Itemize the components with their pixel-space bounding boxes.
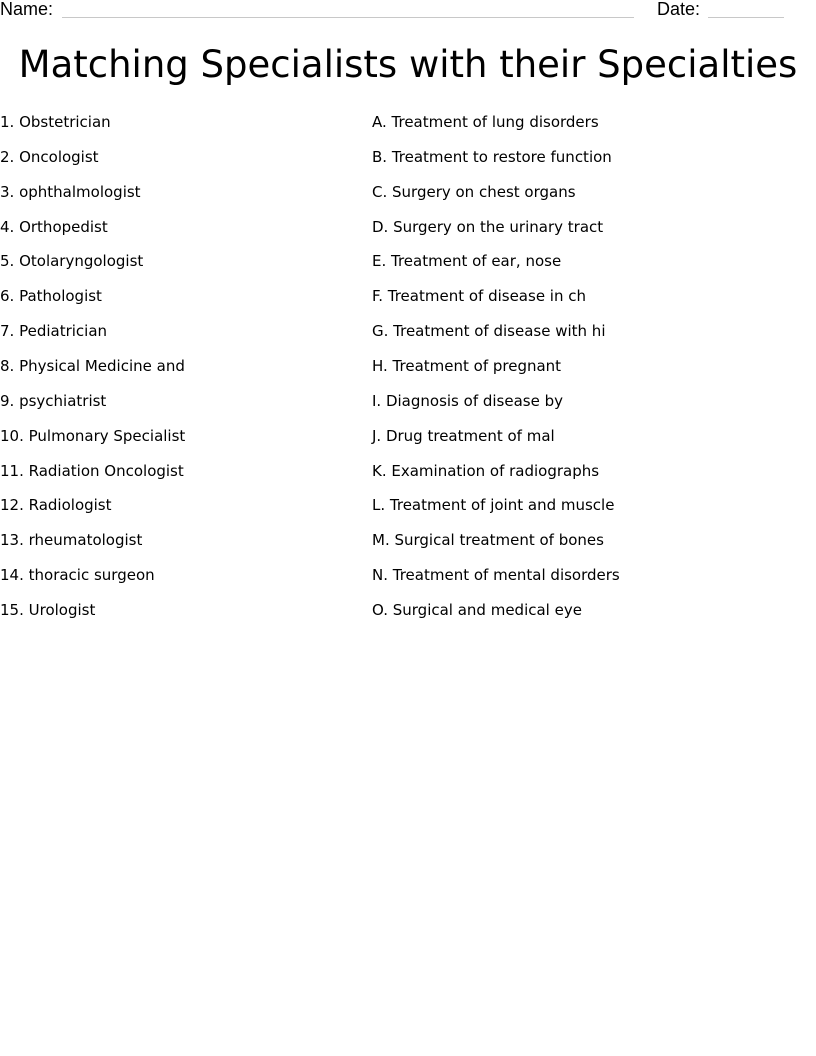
specialist-list xyxy=(0,110,360,633)
specialist-item: 10. Pulmonary Specialist xyxy=(0,426,186,445)
specialist-item: 7. Pediatrician xyxy=(0,322,108,341)
specialty-item: F. Treatment of disease in ch xyxy=(372,287,587,306)
specialty-item: M. Surgical treatment of bones xyxy=(372,531,604,550)
specialist-item: 2. Oncologist xyxy=(0,147,99,166)
specialty-item: A. Treatment of lung disorders xyxy=(372,113,599,131)
date-blank-line xyxy=(708,17,784,18)
name-label: Name: xyxy=(0,0,54,19)
specialty-item: H. Treatment of pregnant xyxy=(372,357,562,376)
specialty-item: L. Treatment of joint and muscle xyxy=(372,496,615,515)
specialty-item: D. Surgery on the urinary tract xyxy=(372,217,604,236)
specialist-item: 3. ophthalmologist xyxy=(0,182,141,201)
name-blank-line xyxy=(62,17,634,18)
date-label: Date: xyxy=(657,0,701,19)
specialist-item: 4. Orthopedist xyxy=(0,217,108,236)
specialist-item: 9. psychiatrist xyxy=(0,391,107,410)
specialty-item: E. Treatment of ear, nose xyxy=(372,252,562,271)
specialist-item: 13. rheumatologist xyxy=(0,531,143,550)
worksheet-header xyxy=(0,0,816,22)
specialty-item: I. Diagnosis of disease by xyxy=(372,391,564,410)
specialist-item: 15. Urologist xyxy=(0,601,96,620)
specialty-item: G. Treatment of disease with hi xyxy=(372,322,606,341)
specialist-item: 11. Radiation Oncologist xyxy=(0,461,184,480)
page-title: Matching Specialists with their Specialties xyxy=(18,43,798,86)
specialty-item: J. Drug treatment of mal xyxy=(372,426,555,445)
specialty-item: O. Surgical and medical eye xyxy=(372,601,582,620)
specialist-item: 8. Physical Medicine and xyxy=(0,357,185,376)
specialty-item: N. Treatment of mental disorders xyxy=(372,566,620,585)
specialist-item: 12. Radiologist xyxy=(0,496,112,515)
specialist-item: 14. thoracic surgeon xyxy=(0,566,155,585)
specialty-item: K. Examination of radiographs xyxy=(372,461,600,480)
specialty-list xyxy=(372,110,792,633)
specialist-item: 1. Obstetrician xyxy=(0,113,111,131)
specialty-item: C. Surgery on chest organs xyxy=(372,182,576,201)
specialty-item: B. Treatment to restore function xyxy=(372,147,612,166)
specialist-item: 6. Pathologist xyxy=(0,287,102,306)
specialist-item: 5. Otolaryngologist xyxy=(0,252,144,271)
